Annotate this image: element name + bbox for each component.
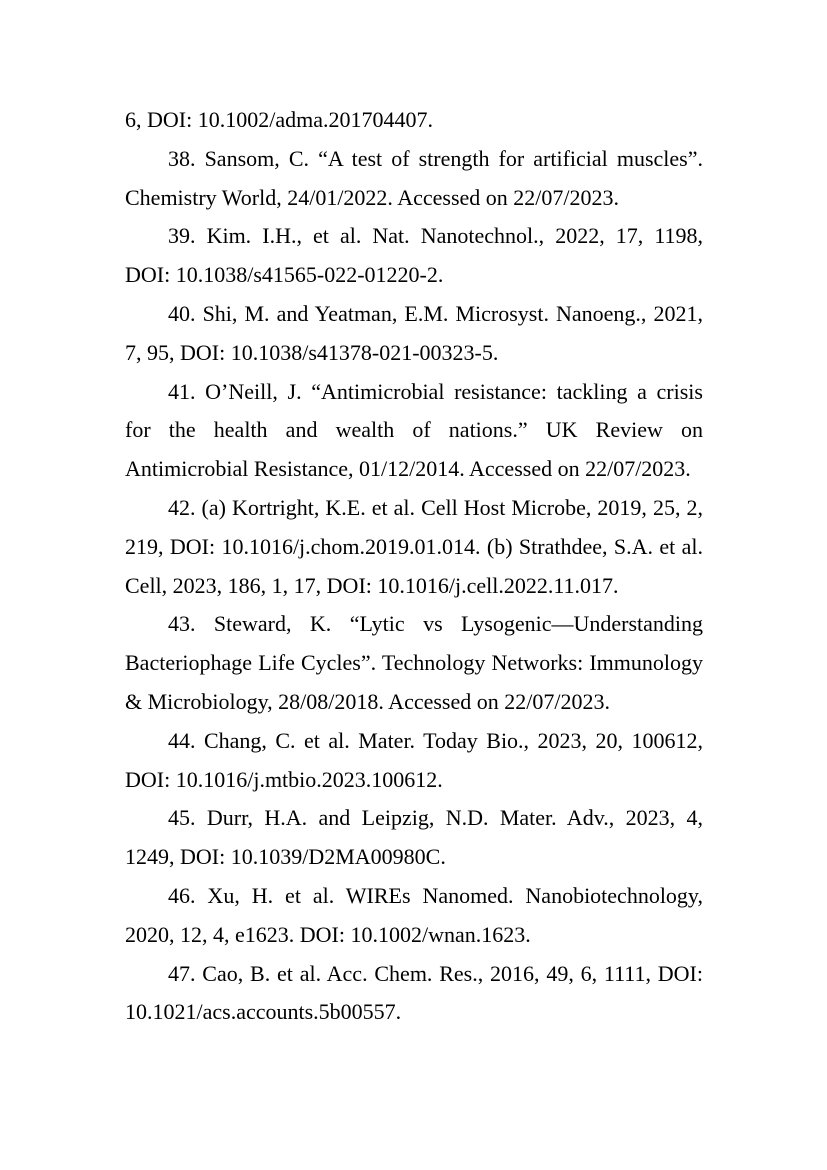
reference-item-46: 46. Xu, H. et al. WIREs Nanomed. Nanobiotechnology, 2020, 12, 4, e1623. DOI: 10.1002/wnan.1623. [125, 882, 703, 947]
reference-item-40: 40. Shi, M. and Yeatman, E.M. Microsyst. Nanoeng., 2021, 7, 95, DOI: 10.1038/s41378-021-00323-5. [125, 300, 703, 365]
references-text-block [125, 101, 703, 1032]
reference-item-39: 39. Kim. I.H., et al. Nat. Nanotechnol., 2022, 17, 1198, DOI: 10.1038/s41565-022-01220-2. [125, 223, 703, 288]
reference-item-44: 44. Chang, C. et al. Mater. Today Bio., 2023, 20, 100612, DOI: 10.1016/j.mtbio.2023.100612. [125, 727, 703, 792]
reference-item-45: 45. Durr, H.A. and Leipzig, N.D. Mater. Adv., 2023, 4, 1249, DOI: 10.1039/D2MA00980C. [125, 805, 703, 870]
reference-item-38: 38. Sansom, C. “A test of strength for artificial muscles”. Chemistry World, 24/01/2022. Accessed on 22/07/2023. [125, 145, 703, 210]
reference-item-43: 43. Steward, K. “Lytic vs Lysogenic—Understanding Bacteriophage Life Cycles”. Technology Networks: Immunology & Microbiology, 28/08/2018. Accessed on 22/07/2023. [125, 611, 703, 714]
reference-item-47: 47. Cao, B. et al. Acc. Chem. Res., 2016, 49, 6, 1111, DOI: 10.1021/acs.accounts.5b00557. [125, 960, 703, 1025]
reference-item-42: 42. (a) Kortright, K.E. et al. Cell Host Microbe, 2019, 25, 2, 219, DOI: 10.1016/j.chom.2019.01.014. (b) Strathdee, S.A. et al. Cell, 2023, 186, 1, 17, DOI: 10.1016/j.cell.2022.11.017. [125, 494, 703, 598]
reference-37-continuation: 6, DOI: 10.1002/adma.201704407. [125, 107, 433, 132]
reference-item-41: 41. O’Neill, J. “Antimicrobial resistance: tackling a crisis for the health and wealth of nations.” UK Review on Antimicrobial Resistance, 01/12/2014. Accessed on 22/07/2023. [125, 378, 703, 482]
